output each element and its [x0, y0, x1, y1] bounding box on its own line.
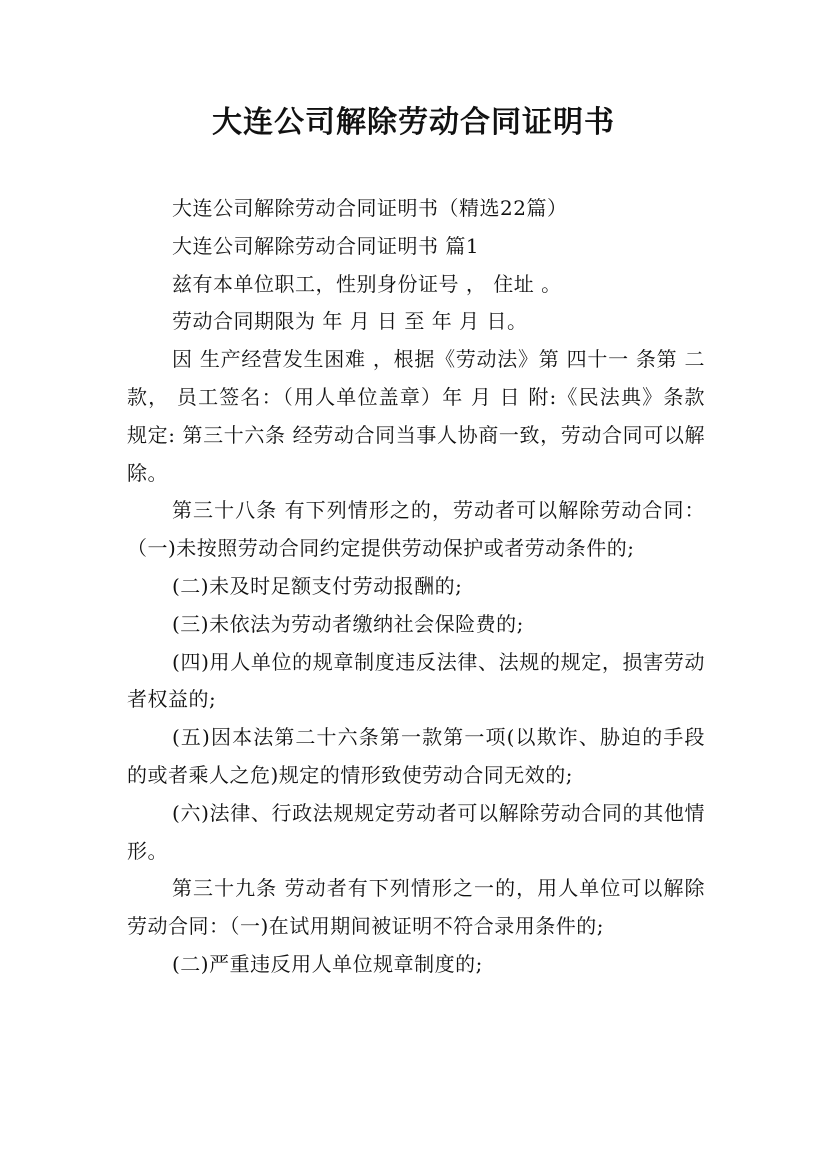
paragraph: 兹有本单位职工，性别身份证号 ， 住址 。	[172, 271, 562, 296]
paragraph: 大连公司解除劳动合同证明书 篇1	[172, 233, 480, 258]
paragraph: (二)未及时足额支付劳动报酬的;	[172, 573, 463, 598]
paragraph: (三)未依法为劳动者缴纳社会保险费的;	[172, 611, 524, 636]
paragraph: (六)法律、行政法规规定劳动者可以解除劳动合同的其他情形。	[127, 800, 705, 863]
paragraph: 因 生产经营发生困难 ，根据《劳动法》第 四十一 条第 二 款， 员工签名：（用人单位盖章）年 月 日 附:《民法典》条款规定: 第三十六条 经劳动合同当事人协商一致，劳动合同可以解除。	[127, 347, 705, 485]
paragraph: 大连公司解除劳动合同证明书（精选22篇）	[172, 196, 568, 220]
paragraph: 劳动合同期限为 年 月 日 至 年 月 日。	[172, 309, 528, 334]
paragraph: (二)严重违反用人单位规章制度的;	[172, 951, 483, 976]
paragraph: (四)用人单位的规章制度违反法律、法规的规定，损害劳动者权益的;	[127, 649, 705, 712]
paragraph: (五)因本法第二十六条第一款第一项(以欺诈、胁迫的手段的或者乘人之危)规定的情形致使劳动合同无效的;	[127, 725, 705, 787]
document-title: 大连公司解除劳动合同证明书	[212, 105, 615, 140]
paragraph: 第三十九条 劳动者有下列情形之一的，用人单位可以解除劳动合同：（一)在试用期间被证明不符合录用条件的;	[127, 876, 705, 939]
document-body	[127, 190, 705, 984]
paragraph: 第三十八条 有下列情形之的，劳动者可以解除劳动合同：（一)未按照劳动合同约定提供劳动保护或者劳动条件的;	[127, 498, 705, 561]
